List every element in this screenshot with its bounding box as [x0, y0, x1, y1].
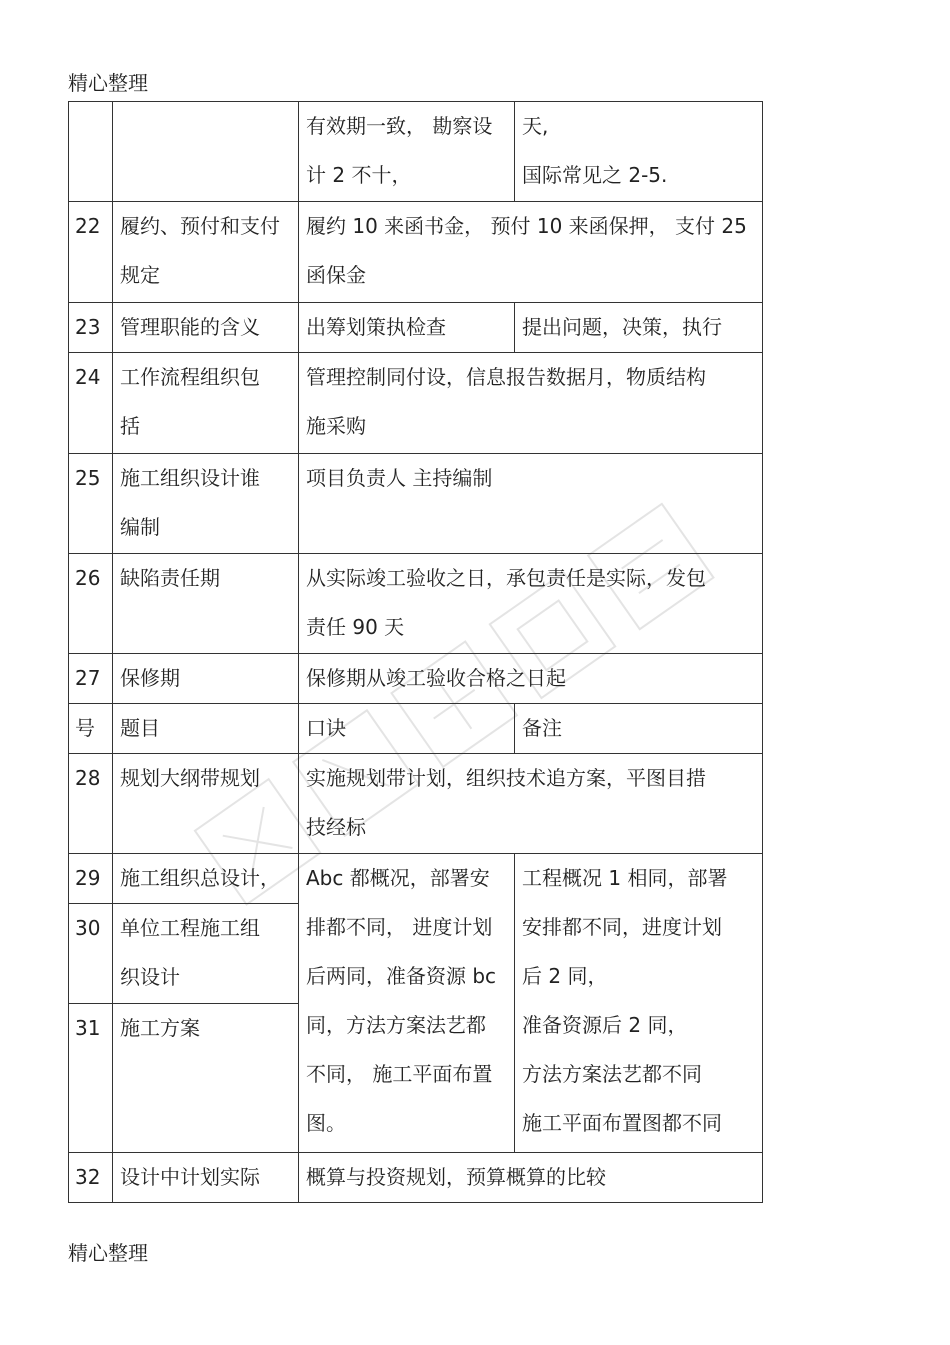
table-row	[69, 353, 763, 454]
mnemonic-cell: 概算与投资规划，预算概算的比较	[299, 1153, 763, 1203]
number-cell: 27	[69, 654, 113, 704]
table-row	[69, 454, 763, 554]
topic-cell: 履约、预付和支付 规定	[113, 202, 299, 303]
topic-header: 题目	[113, 704, 299, 754]
mnemonic-cell: 履约 10 来函书金， 预付 10 来函保押， 支付 25 函保金	[299, 202, 763, 303]
topic-cell	[113, 102, 299, 202]
topic-cell: 施工方案	[113, 1004, 299, 1153]
table-row	[69, 303, 763, 353]
mnemonic-cell: 实施规划带计划，组织技术追方案，平图目措 技经标	[299, 754, 763, 854]
note-header: 备注	[515, 704, 763, 754]
number-cell: 29	[69, 854, 113, 904]
number-cell: 23	[69, 303, 113, 353]
number-cell: 28	[69, 754, 113, 854]
page-footer: 精心整理	[68, 1241, 148, 1265]
number-cell: 26	[69, 554, 113, 654]
mnemonic-header: 口诀	[299, 704, 515, 754]
table-row	[69, 854, 763, 904]
mnemonic-cell: 管理控制同付设，信息报告数据月，物质结构 施采购	[299, 353, 763, 454]
note-cell: 天, 国际常见之 2-5.	[515, 102, 763, 202]
topic-cell: 保修期	[113, 654, 299, 704]
topic-cell: 管理职能的含义	[113, 303, 299, 353]
number-cell: 30	[69, 904, 113, 1004]
note-cell: 工程概况 1 相同，部署 安排都不同，进度计划 后 2 同， 准备资源后 2 同， 方法方案法艺都不同 施工平面布置图都不同	[515, 854, 763, 1153]
number-cell: 24	[69, 353, 113, 454]
mnemonic-cell: 保修期从竣工验收合格之日起	[299, 654, 763, 704]
note-cell: 提出问题，决策，执行	[515, 303, 763, 353]
topic-cell: 施工组织总设计，	[113, 854, 299, 904]
number-cell: 31	[69, 1004, 113, 1153]
topic-cell: 施工组织设计谁 编制	[113, 454, 299, 554]
table-row	[69, 754, 763, 854]
number-cell: 22	[69, 202, 113, 303]
mnemonic-cell: 出筹划策执检查	[299, 303, 515, 353]
topic-cell: 缺陷责任期	[113, 554, 299, 654]
table-header-row	[69, 704, 763, 754]
number-cell: 32	[69, 1153, 113, 1203]
page-header: 精心整理	[68, 71, 148, 95]
number-cell: 25	[69, 454, 113, 554]
number-cell	[69, 102, 113, 202]
mnemonic-cell: 有效期一致， 勘察设 计 2 不十，	[299, 102, 515, 202]
table-row	[69, 654, 763, 704]
topic-cell: 工作流程组织包 括	[113, 353, 299, 454]
table-row	[69, 554, 763, 654]
topic-cell: 设计中计划实际	[113, 1153, 299, 1203]
topic-cell: 规划大纲带规划	[113, 754, 299, 854]
mnemonic-cell: 项目负责人 主持编制	[299, 454, 763, 554]
mnemonic-cell: 从实际竣工验收之日，承包责任是实际，发包 责任 90 天	[299, 554, 763, 654]
outline-table	[68, 101, 763, 1203]
number-header: 号	[69, 704, 113, 754]
mnemonic-cell: Abc 都概况，部署安 排都不同， 进度计划 后两同，准备资源 bc 同，方法方案法艺都 不同， 施工平面布置 图。	[299, 854, 515, 1153]
table-row	[69, 1153, 763, 1203]
table-row	[69, 102, 763, 202]
topic-cell: 单位工程施工组 织设计	[113, 904, 299, 1004]
table-row	[69, 202, 763, 303]
